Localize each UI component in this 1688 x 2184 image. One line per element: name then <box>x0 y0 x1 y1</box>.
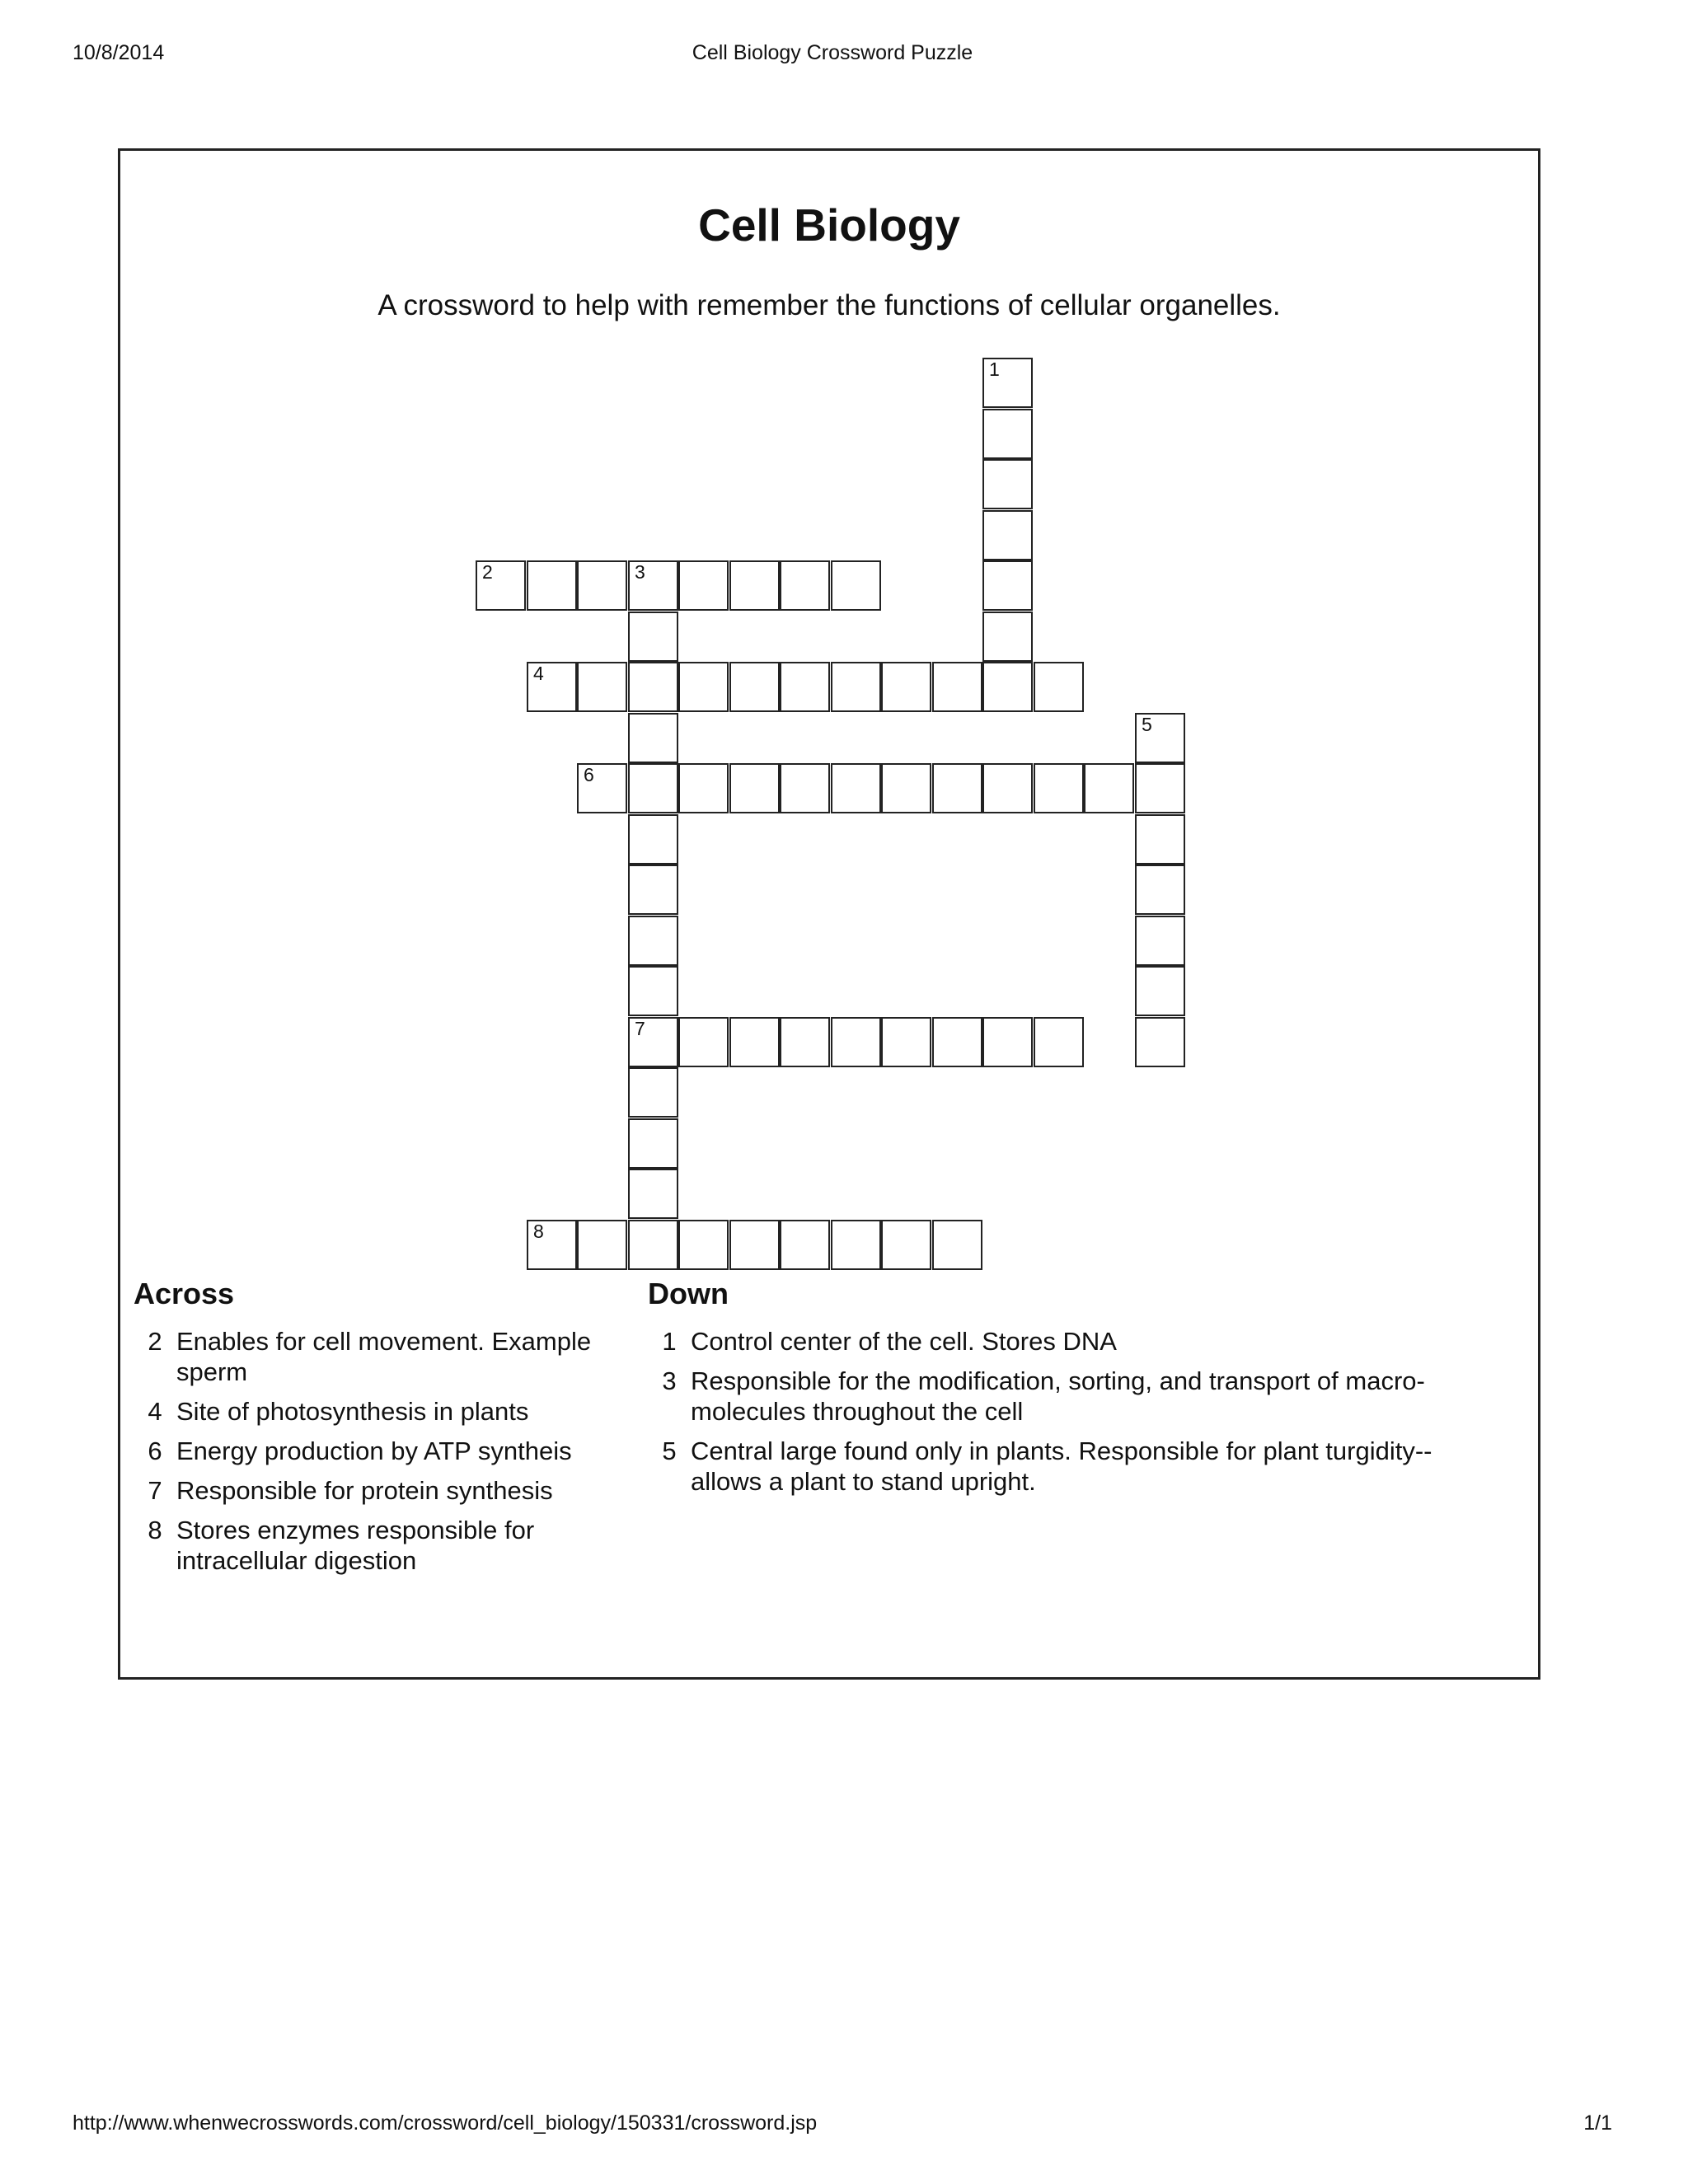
grid-cell[interactable] <box>628 662 678 712</box>
grid-cell[interactable] <box>1135 865 1185 915</box>
grid-cell[interactable] <box>1135 814 1185 865</box>
grid-cell[interactable] <box>628 966 678 1016</box>
across-clues <box>134 1276 628 1585</box>
clue-across-6 <box>134 1436 628 1466</box>
grid-cell[interactable] <box>628 916 678 966</box>
grid-cell[interactable] <box>628 560 678 611</box>
grid-cell[interactable] <box>678 1220 729 1270</box>
grid-cell[interactable] <box>881 1017 931 1067</box>
grid-cell[interactable] <box>577 560 627 611</box>
grid-cell[interactable] <box>577 662 627 712</box>
puzzle-title: Cell Biology <box>698 199 960 251</box>
grid-cell[interactable] <box>780 1017 830 1067</box>
grid-cell[interactable] <box>881 662 931 712</box>
grid-cell[interactable] <box>628 814 678 865</box>
grid-cell[interactable] <box>982 358 1033 408</box>
grid-cell[interactable] <box>577 1220 627 1270</box>
clue-number: 7 <box>148 1476 162 1506</box>
clue-number: 2 <box>148 1327 162 1357</box>
clue-text: Control center of the cell. Stores DNA <box>691 1327 1117 1357</box>
cell-number: 5 <box>1142 714 1152 735</box>
grid-cell[interactable] <box>881 763 931 813</box>
clue-number: 3 <box>662 1366 677 1396</box>
grid-cell[interactable] <box>1135 763 1185 813</box>
grid-cell[interactable] <box>932 763 982 813</box>
cell-number: 3 <box>635 561 645 583</box>
grid-cell[interactable] <box>982 612 1033 662</box>
grid-cell[interactable] <box>1135 1017 1185 1067</box>
grid-cell[interactable] <box>1034 763 1084 813</box>
clue-across-8 <box>134 1515 628 1576</box>
clue-number: 5 <box>662 1436 677 1466</box>
cell-number: 6 <box>584 764 594 785</box>
document-title: Cell Biology Crossword Puzzle <box>692 41 973 64</box>
clue-text: Responsible for protein synthesis <box>176 1476 553 1506</box>
grid-cell[interactable] <box>628 763 678 813</box>
clue-text: Enables for cell movement. Example sperm <box>176 1327 592 1387</box>
down-heading: Down <box>648 1277 729 1310</box>
grid-cell[interactable] <box>678 763 729 813</box>
print-date: 10/8/2014 <box>73 41 165 64</box>
grid-cell[interactable] <box>729 763 780 813</box>
clue-number: 4 <box>148 1397 162 1427</box>
puzzle-frame <box>118 148 1540 1680</box>
grid-cell[interactable] <box>831 662 881 712</box>
clue-number: 1 <box>662 1327 677 1357</box>
cell-number: 7 <box>635 1018 645 1039</box>
grid-cell[interactable] <box>932 1220 982 1270</box>
grid-cell[interactable] <box>1135 713 1185 763</box>
grid-cell[interactable] <box>1034 662 1084 712</box>
grid-cell[interactable] <box>982 510 1033 560</box>
grid-cell[interactable] <box>678 1017 729 1067</box>
grid-cell[interactable] <box>476 560 526 611</box>
grid-cell[interactable] <box>982 459 1033 509</box>
grid-cell[interactable] <box>982 763 1033 813</box>
grid-cell[interactable] <box>831 1220 881 1270</box>
grid-cell[interactable] <box>729 1220 780 1270</box>
clue-text: Stores enzymes responsible for intracellular digestion <box>176 1516 535 1576</box>
clue-across-4 <box>134 1396 628 1427</box>
clue-number: 6 <box>148 1436 162 1466</box>
clue-text: Central large found only in plants. Responsible for plant turgidity--allows a plant to stand upright. <box>691 1436 1432 1497</box>
puzzle-subtitle: A crossword to help with remember the functions of cellular organelles. <box>377 289 1281 321</box>
grid-cell[interactable] <box>729 1017 780 1067</box>
clue-text: Site of photosynthesis in plants <box>176 1397 529 1427</box>
clue-down-5 <box>648 1436 1489 1497</box>
grid-cell[interactable] <box>1084 763 1134 813</box>
grid-cell[interactable] <box>831 560 881 611</box>
grid-cell[interactable] <box>729 662 780 712</box>
grid-cell[interactable] <box>831 763 881 813</box>
clue-text: Responsible for the modification, sorting, and transport of macro-molecules throughout the cell <box>691 1366 1425 1427</box>
grid-cell[interactable] <box>628 612 678 662</box>
grid-cell[interactable] <box>678 662 729 712</box>
grid-cell[interactable] <box>678 560 729 611</box>
page-number: 1/1 <box>1583 2111 1612 2135</box>
grid-cell[interactable] <box>628 1067 678 1118</box>
clue-across-2 <box>134 1326 628 1387</box>
clue-down-1 <box>648 1326 1489 1357</box>
across-heading: Across <box>134 1277 235 1310</box>
cell-number: 8 <box>533 1221 544 1242</box>
grid-cell[interactable] <box>982 560 1033 611</box>
grid-cell[interactable] <box>780 662 830 712</box>
grid-cell[interactable] <box>780 763 830 813</box>
grid-cell[interactable] <box>881 1220 931 1270</box>
grid-cell[interactable] <box>982 409 1033 459</box>
cell-number: 4 <box>533 663 544 684</box>
grid-cell[interactable] <box>982 1017 1033 1067</box>
down-clues <box>648 1276 1489 1506</box>
grid-cell[interactable] <box>628 713 678 763</box>
grid-cell[interactable] <box>982 662 1033 712</box>
grid-cell[interactable] <box>628 1017 678 1067</box>
grid-cell[interactable] <box>527 1220 577 1270</box>
grid-cell[interactable] <box>780 1220 830 1270</box>
cell-number: 2 <box>482 561 493 583</box>
grid-cell[interactable] <box>628 1220 678 1270</box>
clue-text: Energy production by ATP syntheis <box>176 1436 572 1466</box>
grid-cell[interactable] <box>831 1017 881 1067</box>
grid-cell[interactable] <box>628 1169 678 1219</box>
grid-cell[interactable] <box>780 560 830 611</box>
clue-number: 8 <box>148 1516 162 1545</box>
grid-cell[interactable] <box>527 662 577 712</box>
grid-cell[interactable] <box>932 1017 982 1067</box>
grid-cell[interactable] <box>932 662 982 712</box>
clue-down-3 <box>648 1366 1489 1427</box>
grid-cell[interactable] <box>1034 1017 1084 1067</box>
grid-cell[interactable] <box>628 865 678 915</box>
grid-cell[interactable] <box>1135 916 1185 966</box>
grid-cell[interactable] <box>1135 966 1185 1016</box>
grid-cell[interactable] <box>577 763 627 813</box>
grid-cell[interactable] <box>527 560 577 611</box>
source-url[interactable]: http://www.whenwecrosswords.com/crossword/cell_biology/150331/crossword.jsp <box>73 2111 818 2135</box>
clue-across-7 <box>134 1475 628 1506</box>
grid-cell[interactable] <box>729 560 780 611</box>
grid-cell[interactable] <box>628 1118 678 1169</box>
cell-number: 1 <box>989 359 1000 380</box>
